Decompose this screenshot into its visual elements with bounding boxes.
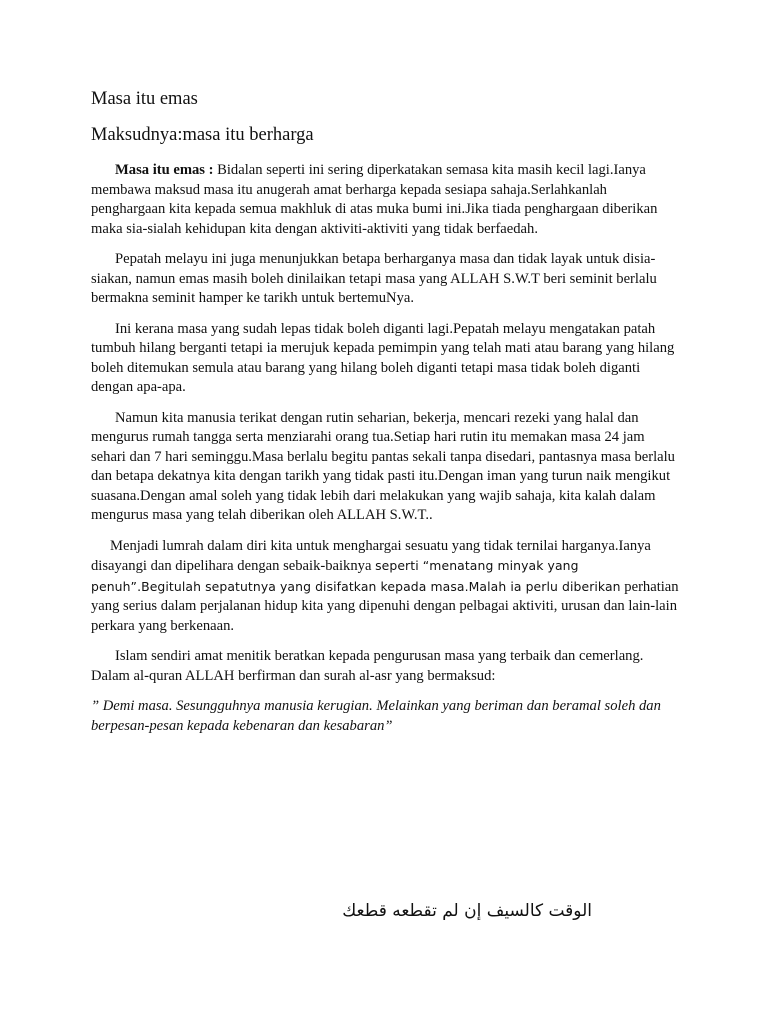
arabic-proverb: الوقت كالسيف إن لم تقطعه قطعك [342,901,592,921]
paragraph-5-part-a: Menjadi lumrah dalam diri kita untuk menghargai sesuatu yang tidak ternilai harganya.Ianya disayangi dan dipelihara dengan sebaik-baiknya [91,537,651,574]
paragraph-3: Ini kerana masa yang sudah lepas tidak boleh diganti lagi.Pepatah melayu mengatakan patah tumbuh hilang berganti tetapi ia merujuk kepada pemimpin yang telah mati atau barang yang hilang boleh ditemukan semula atau barang yang hilang boleh diganti tetapi masa tidak boleh diganti dengan apa-apa. [91,320,675,395]
paragraph-5 [91,537,681,637]
document-title: Masa itu emas [91,89,198,109]
paragraph-5-part-b: seperti “menatang minyak yang penuh”.Begitulah sepatutnya yang disifatkan kepada masa.Malah ia perlu diberikan [91,558,621,594]
paragraph-1-lead: Masa itu emas : [115,162,214,178]
paragraph-6: Islam sendiri amat menitik beratkan kepada pengurusan masa yang terbaik dan cemerlang. Dalam al-quran ALLAH berfirman dan surah al-asr yang bermaksud: [91,648,644,684]
paragraph-1-text: Bidalan seperti ini sering diperkatakan semasa kita masih kecil lagi.Ianya membawa maksud masa itu anugerah amat berharga kepada sesiapa sahaja.Serlahkanlah penghargaan kita kepada semua makhluk di atas muka bumi ini.Jika tiada penghargaan diberikan maka sia-sialah kehidupan kita dengan aktiviti-aktiviti yang tidak berfaedah. [91,162,658,237]
paragraph-2: Pepatah melayu ini juga menunjukkan betapa berharganya masa dan tidak layak untuk disia-siakan, namun emas masih boleh dinilaikan tetapi masa yang ALLAH S.W.T beri seminit berlalu bermakna seminit hamper ke tarikh untuk bertemuNya. [91,251,657,306]
document-subtitle: Maksudnya:masa itu berharga [91,125,314,145]
document-page [91,0,681,1024]
paragraph-4: Namun kita manusia terikat dengan rutin seharian, bekerja, mencari rezeki yang halal dan mengurus rumah tangga serta menziarahi orang tua.Setiap hari rutin itu memakan masa 24 jam sehari dan 7 hari seminggu.Masa berlalu begitu pantas sekali tanpa disedari, pantasnya masa berlalu dan betapa dekatnya kita dengan tarikh yang tidak pasti itu.Dengan iman yang turun naik mengikut suasana.Dengan amal soleh yang tidak lebih dari melakukan yang wajib sahaja, kita kalah dalam mengurus masa yang telah diberikan oleh ALLAH S.W.T.. [91,409,675,523]
paragraph-1 [91,161,681,239]
paragraph-5-part-c: perhatian yang serius dalam perjalanan hidup kita yang dipenuhi dengan pelbagai aktiviti, urusan dan lain-lain perkara yang berkenaan. [91,578,679,634]
document-body [91,161,681,736]
quran-quote: ” Demi masa. Sesungguhnya manusia kerugian. Melainkan yang beriman dan beramal soleh dan berpesan-pesan kepada kebenaran dan kesabaran” [91,698,661,734]
